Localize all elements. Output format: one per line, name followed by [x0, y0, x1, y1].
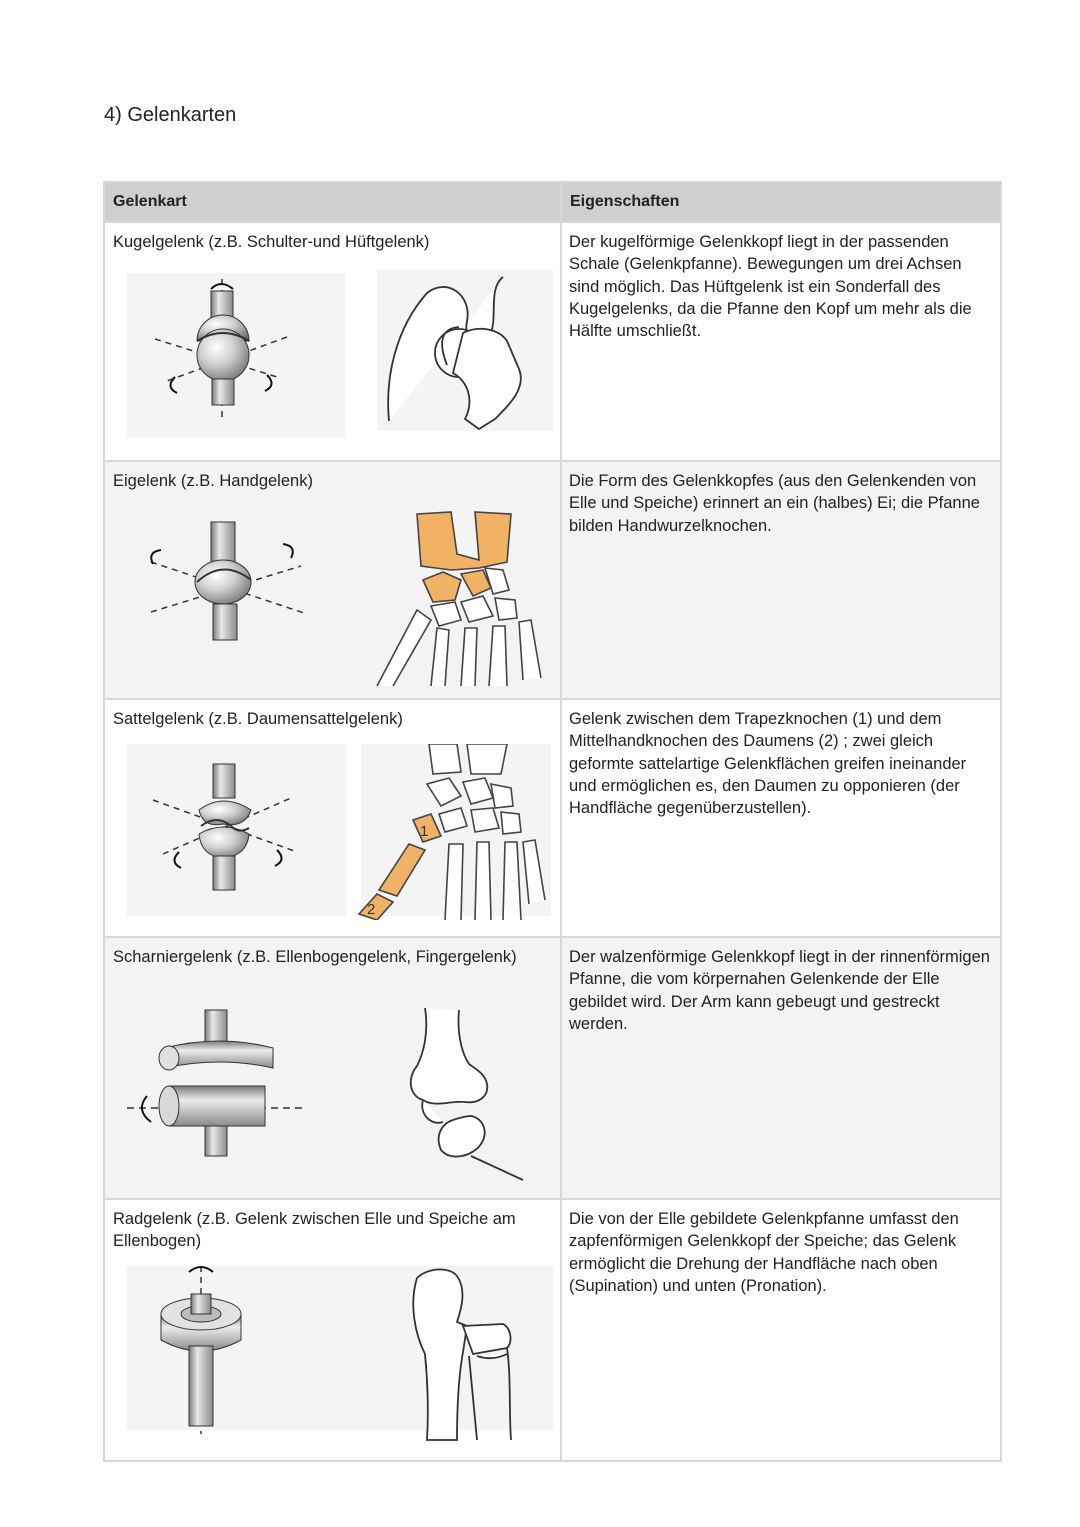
- table-row: [104, 1199, 1001, 1461]
- joint-description: Der kugelförmige Gelenkkopf liegt in der passenden Schale (Gelenkpfanne). Bewegungen um drei Achsen sind möglich. Das Hüftgelenk ist ein Sonderfall des Kugelgelenks, da die Pfanne den Kopf um mehr als die Hälfte umschließt.: [569, 233, 972, 341]
- joint-name: Scharniergelenk (z.B. Ellenbogengelenk, Fingergelenk): [113, 948, 517, 966]
- ellipsoid-joint-illustration: [131, 510, 557, 686]
- elbow-hinge-bone-drawing: [411, 1008, 523, 1180]
- ball-joint-illustration: [127, 269, 557, 441]
- table-header-row: [104, 182, 1001, 222]
- properties-cell: [561, 699, 1001, 937]
- joint-cell: [104, 937, 561, 1199]
- page-title: 4) Gelenkarten: [104, 104, 237, 126]
- table-row: [104, 699, 1001, 937]
- joint-name: Eigelenk (z.B. Handgelenk): [113, 472, 313, 490]
- marker-metacarpal-label: 2: [367, 901, 376, 918]
- hinge-joint-model: [127, 1010, 303, 1156]
- properties-cell: [561, 461, 1001, 699]
- joint-description: Die Form des Gelenkkopfes (aus den Gelenkenden von Elle und Speiche) erinnert an ein (halbes) Ei; die Pfanne bilden Handwurzelknochen.: [569, 472, 980, 535]
- joint-name: Kugelgelenk (z.B. Schulter-und Hüftgelenk): [113, 233, 430, 251]
- properties-cell: [561, 937, 1001, 1199]
- joint-description: Die von der Elle gebildete Gelenkpfanne umfasst den zapfenförmigen Gelenkkopf der Speiche; das Gelenk ermöglicht die Drehung der Handfläche nach oben (Supination) und unten (Pronation).: [569, 1210, 959, 1295]
- pivot-joint-illustration: [127, 1264, 557, 1442]
- properties-cell: [561, 1199, 1001, 1461]
- header-joint-type: Gelenkart: [104, 182, 561, 222]
- joint-types-table: [103, 181, 1002, 1462]
- wrist-bone-drawing: [377, 512, 541, 686]
- table-row: [104, 461, 1001, 699]
- joint-cell: [104, 222, 561, 461]
- joint-name: Radgelenk (z.B. Gelenk zwischen Elle und Speiche am Ellenbogen): [113, 1210, 516, 1250]
- joint-name: Sattelgelenk (z.B. Daumensattelgelenk): [113, 710, 403, 728]
- joint-description: Der walzenförmige Gelenkkopf liegt in der rinnenförmigen Pfanne, die vom körpernahen Gelenkende der Elle gebildet wird. Der Arm kann gebeugt und gestreckt werden.: [569, 948, 990, 1033]
- joint-cell: [104, 461, 561, 699]
- joint-cell: [104, 699, 561, 937]
- marker-trapezium-label: 1: [420, 823, 429, 840]
- joint-description: Gelenk zwischen dem Trapezknochen (1) und dem Mittelhandknochen des Daumens (2) ; zwei gleich geformte sattelartige Gelenkflächen greifen ineinander und ermöglichen es, den Daumen zu opponieren (der Handfläche gegenüberzustellen).: [569, 710, 967, 818]
- joint-cell: [104, 1199, 561, 1461]
- header-properties: Eigenschaften: [561, 182, 1001, 222]
- ellipsoid-joint-model: [151, 522, 307, 640]
- properties-cell: [561, 222, 1001, 461]
- table-row: [104, 222, 1001, 461]
- saddle-joint-illustration: [127, 744, 553, 920]
- hinge-joint-illustration: [123, 1004, 553, 1186]
- table-row: [104, 937, 1001, 1199]
